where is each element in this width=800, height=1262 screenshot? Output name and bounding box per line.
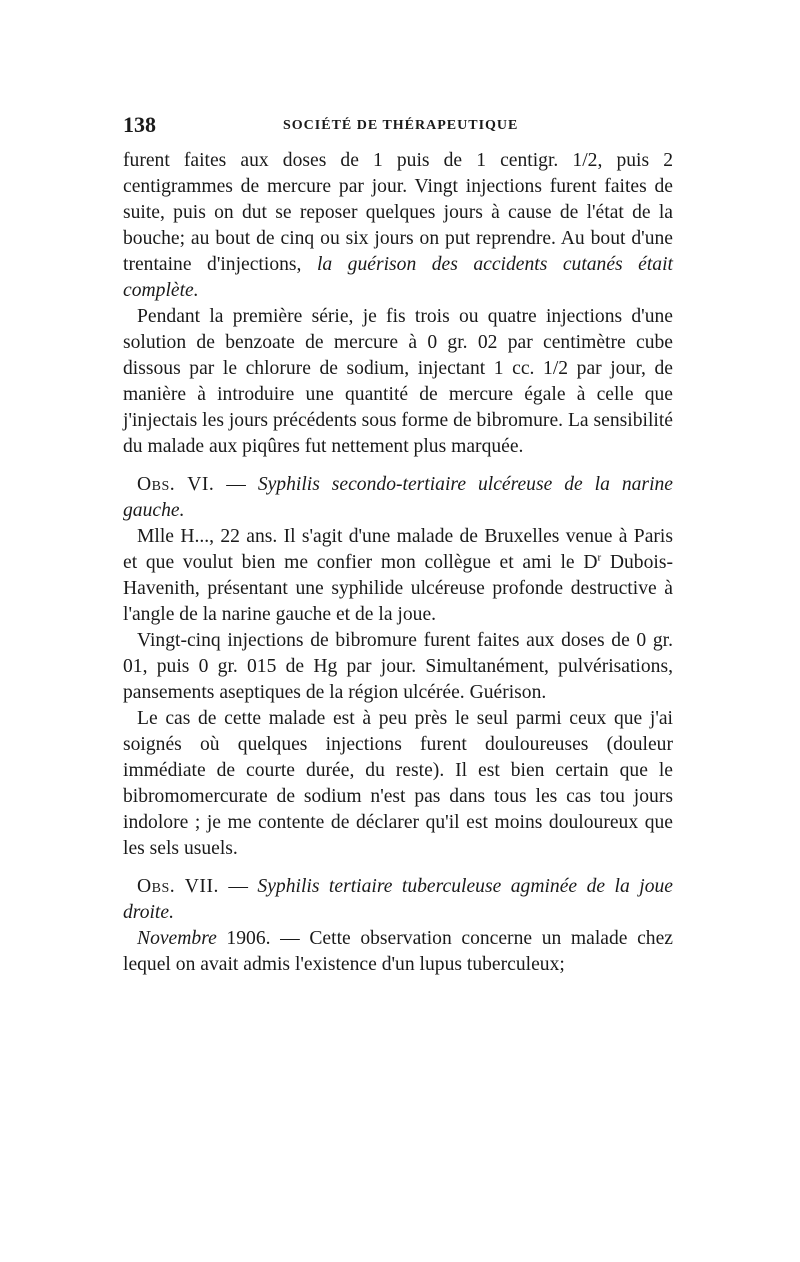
paragraph-6 [123,926,673,978]
running-head: SOCIÉTÉ DE THÉRAPEUTIQUE [283,118,519,133]
observation-6-label: Obs. VI. [137,474,215,495]
observation-7-dash: — [218,876,258,897]
paragraph-3 [123,524,673,628]
page [123,112,673,978]
paragraph-1-text: furent faites aux doses de 1 puis de 1 centigr. 1/2, puis 2 centigrammes de mercure par jour. Vingt injections furent faites de suite, puis on dut se reposer quelques jours à cause de l'état de la bouche; au bout de cinq ou six jours on put reprendre. Au bout d'une trentaine d'injections, [123,150,673,275]
observation-7-label: Obs. VII. [137,876,219,897]
observation-6-dash: — [214,474,258,495]
observation-7-heading [123,874,673,926]
paragraph-2: Pendant la première série, je fis trois ou quatre injections d'une solution de benzoate de mercure à 0 gr. 02 par centimètre cube dissous par le chlorure de sodium, injectant 1 cc. 1/2 par jour, de manière à introduire une quantité de mercure égale à celle que j'injectais les jours précédents sous forme de bibromure. La sensibilité du malade aux piqûres fut nettement plus marquée. [123,306,673,457]
paragraph-1-italic: la guérison des accidents cutanés était complète. [123,254,673,301]
paragraph-1 [123,148,673,304]
page-number: 138 [123,112,156,137]
paragraph-4: Vingt-cinq injections de bibromure furent faites aux doses de 0 gr. 01, puis 0 gr. 015 de Hg par jour. Simultanément, pulvérisations, pansements aseptiques de la région ulcérée. Guérison. [123,630,673,703]
observation-7-title: Syphilis tertiaire tuberculeuse agminée de la joue droite. [123,876,673,923]
paragraph-3-sup: r [597,551,602,564]
page-header [123,112,673,142]
paragraph-6-italic: Novembre [137,928,217,949]
observation-6-heading [123,472,673,524]
observation-6-title: Syphilis secondo-tertiaire ulcéreuse de la narine gauche. [123,474,673,521]
paragraph-5: Le cas de cette malade est à peu près le seul parmi ceux que j'ai soignés où quelques injections furent douloureuses (douleur immédiate de courte durée, du reste). Il est bien certain que le bibromomercurate de sodium n'est pas dans tous les cas tou jours indolore ; je me contente de déclarer qu'il est moins douloureux que les sels usuels. [123,708,673,859]
paragraph-3-before: Mlle H..., 22 ans. Il s'agit d'une malade de Bruxelles venue à Paris et que voulut bien me confier mon collègue et ami le D [123,526,673,573]
paragraph-6-text: 1906. — Cette observation concerne un malade chez lequel on avait admis l'existence d'un lupus tuberculeux; [123,928,673,975]
paragraph-3-after: Dubois-Havenith, présentant une syphilide ulcéreuse profonde destructive à l'angle de la narine gauche et de la joue. [123,552,673,625]
